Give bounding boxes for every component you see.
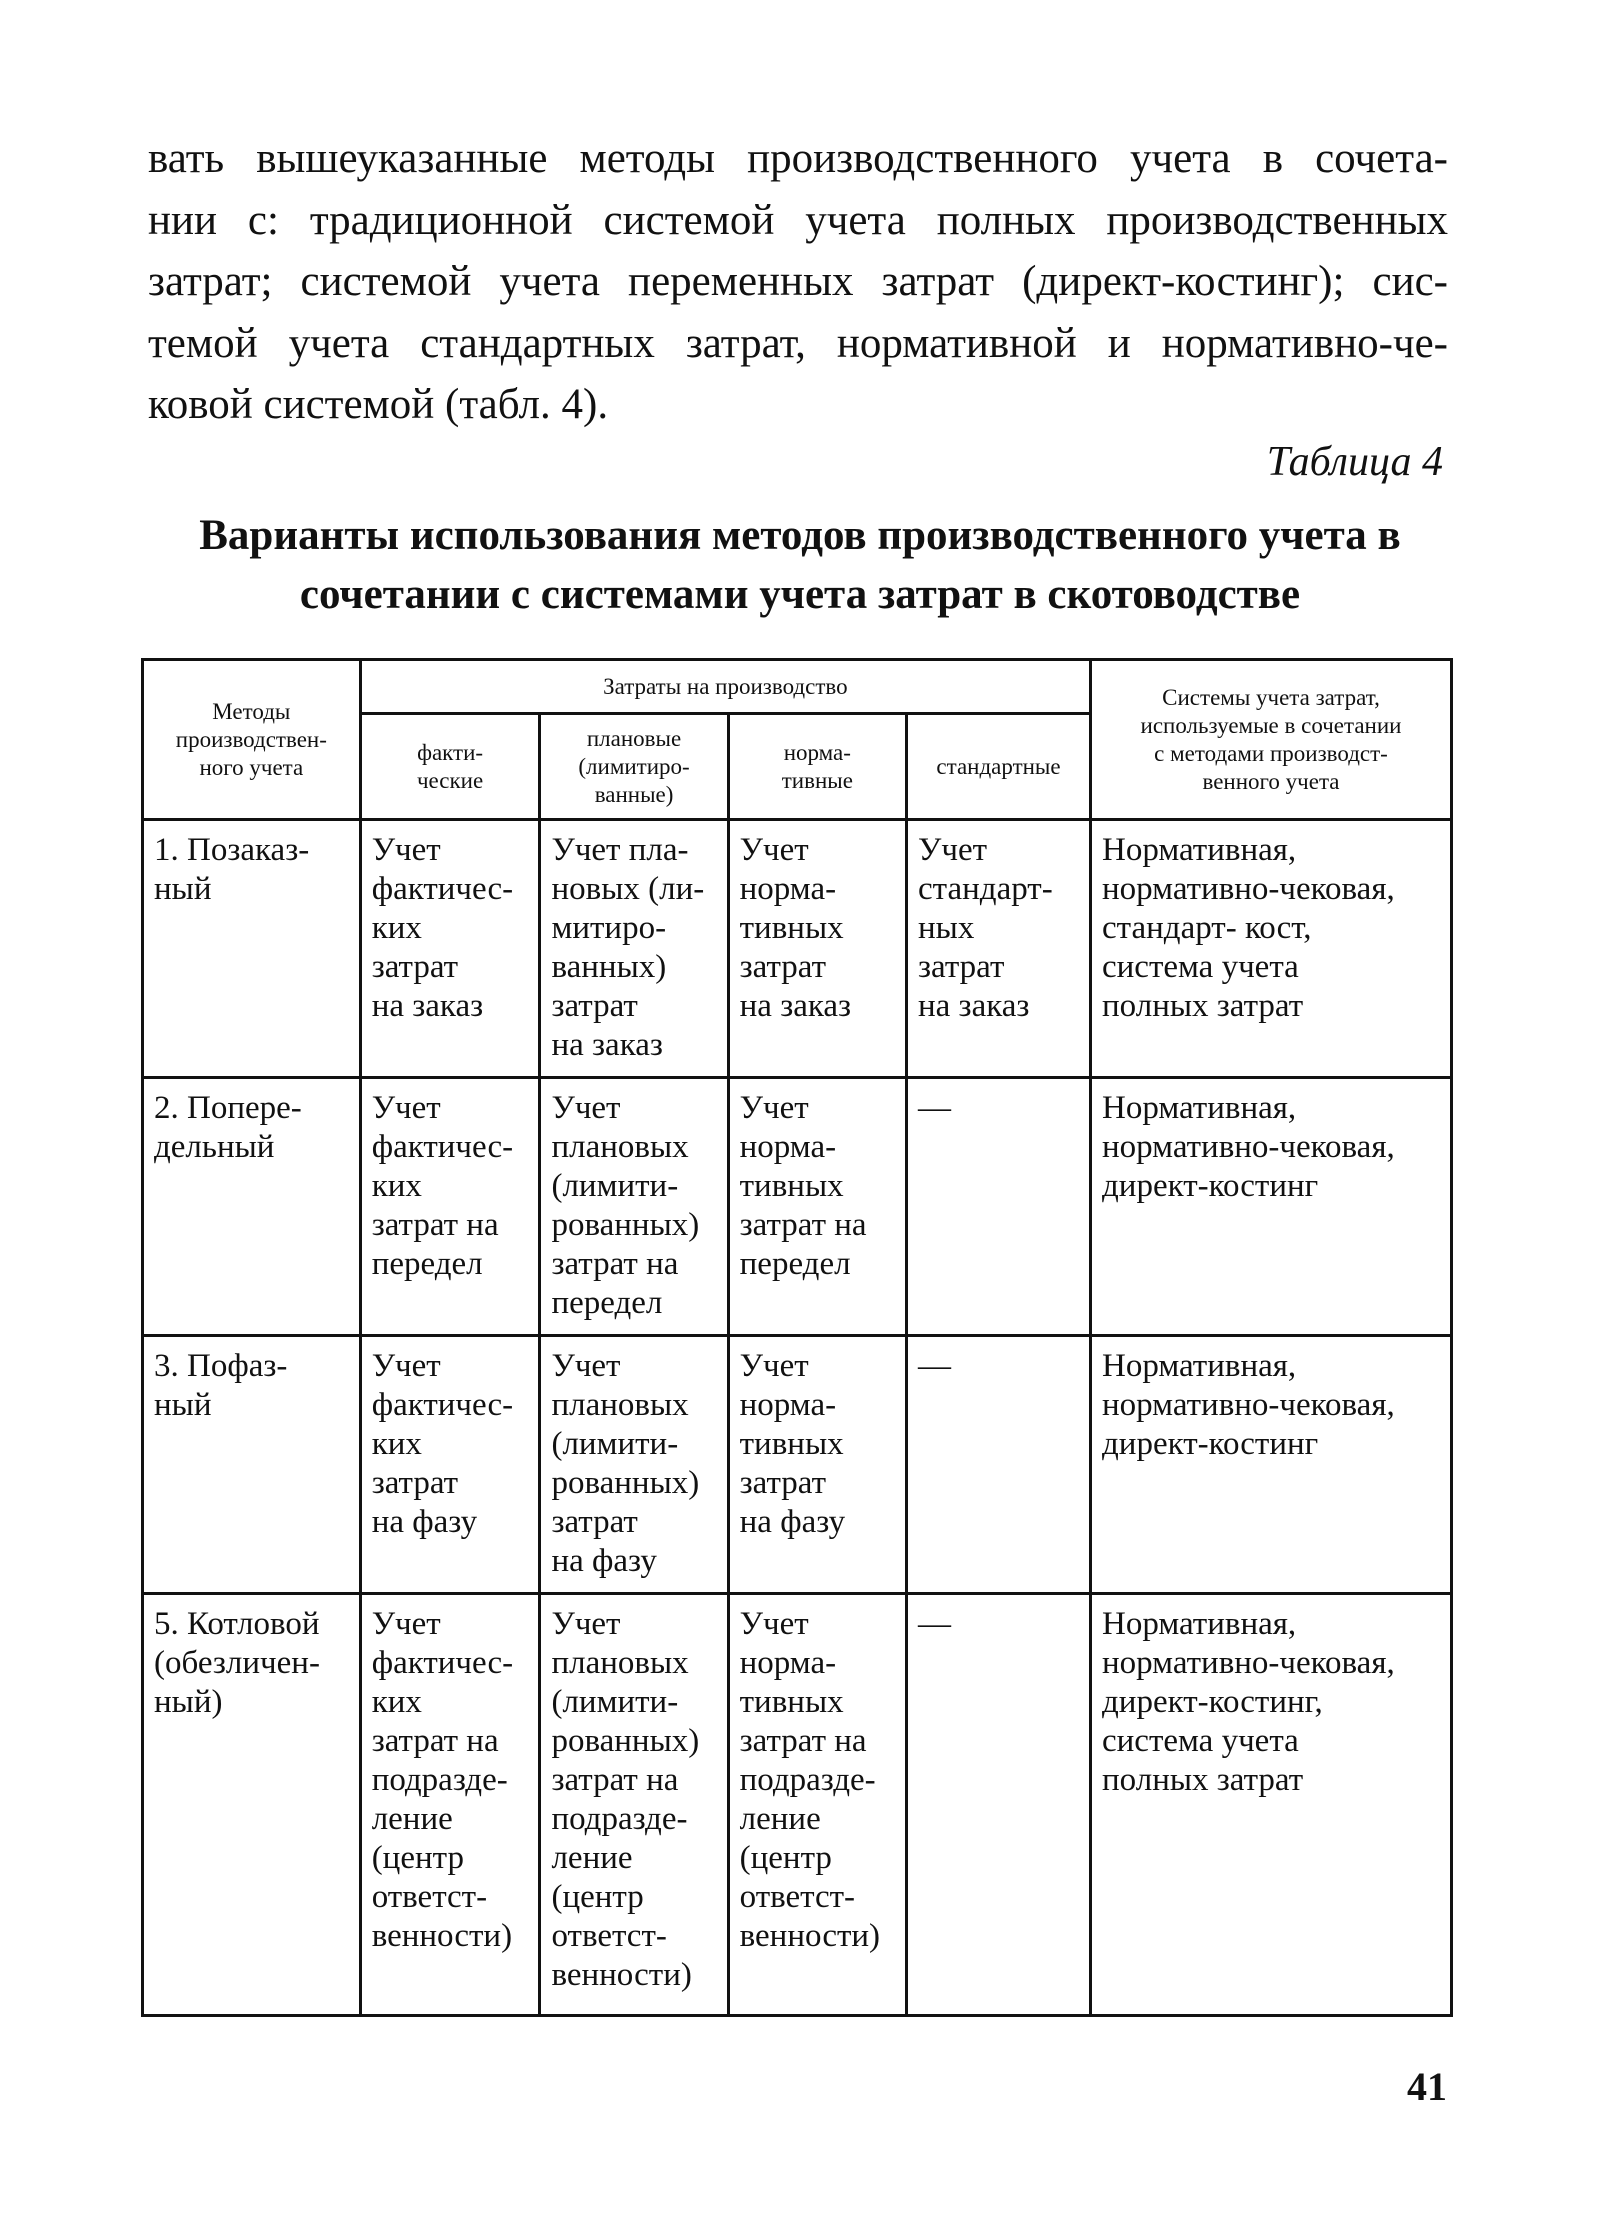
methods-table bbox=[141, 658, 1453, 2017]
header-actual: факти- ческие bbox=[360, 714, 540, 820]
table-title-line: Варианты использования методов производственного учета в bbox=[199, 512, 1401, 559]
intro-line: нии с: традиционной системой учета полных производственных bbox=[148, 196, 1448, 244]
intro-line: ковой системой (табл. 4). bbox=[148, 381, 609, 428]
header-standard: стандартные bbox=[907, 714, 1091, 820]
header-planned: плановые (лимитиро- ванные) bbox=[540, 714, 728, 820]
cell-systems: Нормативная, нормативно-чековая, директ-костинг, система учета полных затрат bbox=[1091, 1594, 1452, 2016]
cell-standard: Учет стандарт- ных затрат на заказ bbox=[907, 820, 1091, 1078]
table-row bbox=[143, 1078, 1452, 1336]
cell-normative: Учет норма- тивных затрат на подразде- ление (центр ответст- венности) bbox=[728, 1594, 906, 2016]
cell-method: 5. Котловой (обезличен- ный) bbox=[143, 1594, 361, 2016]
cell-planned: Учет пла- новых (ли- митиро- ванных) затрат на заказ bbox=[540, 820, 728, 1078]
cell-systems: Нормативная, нормативно-чековая, директ-костинг bbox=[1091, 1078, 1452, 1336]
intro-line: темой учета стандартных затрат, нормативной и нормативно-че- bbox=[148, 319, 1448, 367]
table-row bbox=[143, 820, 1452, 1078]
table-label: Таблица 4 bbox=[1266, 439, 1443, 485]
table-title-line: сочетании с системами учета затрат в скотоводстве bbox=[299, 571, 1301, 618]
cell-normative: Учет норма- тивных затрат на передел bbox=[728, 1078, 906, 1336]
page-number: 41 bbox=[1407, 2064, 1447, 2109]
table-row bbox=[143, 1336, 1452, 1594]
cell-method: 3. Пофаз- ный bbox=[143, 1336, 361, 1594]
header-normative: норма- тивные bbox=[728, 714, 906, 820]
header-systems: Системы учета затрат, используемые в сочетании с методами производст- венного учета bbox=[1091, 660, 1452, 820]
cell-method: 2. Попере- дельный bbox=[143, 1078, 361, 1336]
table-row bbox=[143, 1594, 1452, 2016]
cell-systems: Нормативная, нормативно-чековая, директ-костинг bbox=[1091, 1336, 1452, 1594]
cell-planned: Учет плановых (лимити- рованных) затрат на подразде- ление (центр ответст- венности) bbox=[540, 1594, 728, 2016]
cell-planned: Учет плановых (лимити- рованных) затрат на передел bbox=[540, 1078, 728, 1336]
cell-actual: Учет фактичес- ких затрат на подразде- ление (центр ответст- венности) bbox=[360, 1594, 540, 2016]
cell-actual: Учет фактичес- ких затрат на фазу bbox=[360, 1336, 540, 1594]
intro-line: вать вышеуказанные методы производственного учета в сочета- bbox=[148, 135, 1448, 182]
cell-standard: — bbox=[907, 1336, 1091, 1594]
header-methods: Методы производствен- ного учета bbox=[143, 660, 361, 820]
cell-method: 1. Позаказ- ный bbox=[143, 820, 361, 1078]
intro-line: затрат; системой учета переменных затрат (директ-костинг); сис- bbox=[148, 258, 1448, 305]
cell-standard: — bbox=[907, 1078, 1091, 1336]
table-title bbox=[150, 506, 1450, 624]
cell-standard: — bbox=[907, 1594, 1091, 2016]
intro-paragraph bbox=[148, 128, 1448, 436]
cell-normative: Учет норма- тивных затрат на заказ bbox=[728, 820, 906, 1078]
cell-systems: Нормативная, нормативно-чековая, стандарт- кост, система учета полных затрат bbox=[1091, 820, 1452, 1078]
cell-normative: Учет норма- тивных затрат на фазу bbox=[728, 1336, 906, 1594]
cell-planned: Учет плановых (лимити- рованных) затрат на фазу bbox=[540, 1336, 728, 1594]
header-costs-group: Затраты на производство bbox=[360, 660, 1090, 714]
cell-actual: Учет фактичес- ких затрат на заказ bbox=[360, 820, 540, 1078]
cell-actual: Учет фактичес- ких затрат на передел bbox=[360, 1078, 540, 1336]
